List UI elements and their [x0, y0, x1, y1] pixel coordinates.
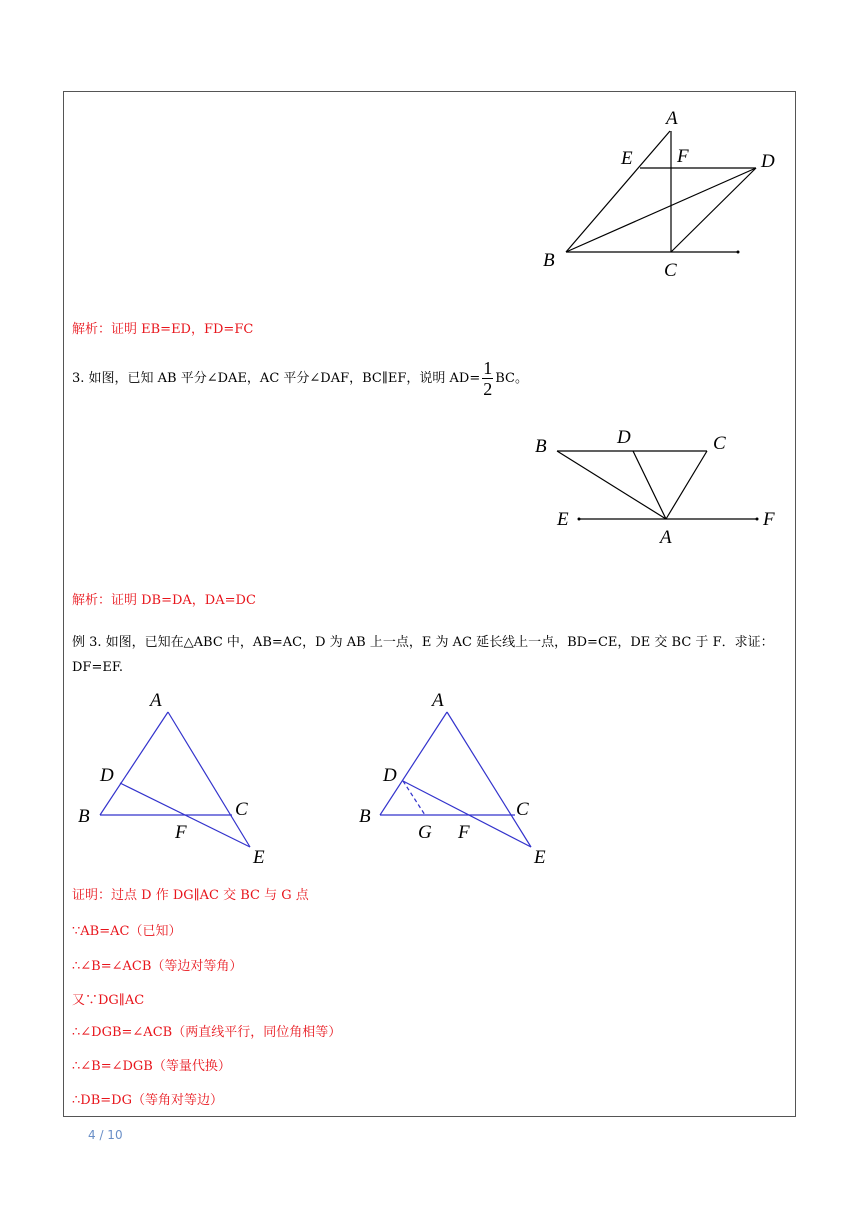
fig1-label-A: A [666, 108, 678, 129]
fig2-label-A: A [660, 527, 672, 548]
proof-line-6: ∴∠B=∠DGB（等量代换） [72, 1059, 231, 1074]
fig1-label-E: E [621, 148, 633, 169]
proof-line-2: ∵AB=AC（已知） [72, 924, 182, 939]
fig4-label-F: F [458, 822, 470, 843]
analysis-1: 解析：证明 EB=ED，FD=FC [72, 322, 254, 337]
fig1-label-F: F [677, 146, 689, 167]
fig4-label-G: G [418, 822, 432, 843]
fig1-label-B: B [543, 250, 555, 271]
problem-3-text: 3. 如图，已知 AB 平分∠DAE，AC 平分∠DAF，BC∥EF，说明 AD= [72, 371, 481, 386]
proof-line-5: ∴∠DGB=∠ACB（两直线平行，同位角相等） [72, 1025, 342, 1040]
fig1-label-D: D [761, 151, 775, 172]
analysis-2: 解析：证明 DB=DA，DA=DC [72, 593, 256, 608]
fig3-label-B: B [78, 806, 90, 827]
example-3: 例 3. 如图，已知在△ABC 中，AB=AC，D 为 AB 上一点，E 为 AC 延长线上一点，BD=CE，DE 交 BC 于 F．求证：DF=EF. [72, 635, 774, 675]
page-number: 4 / 10 [88, 1128, 123, 1142]
fig4-label-E: E [534, 847, 546, 868]
figure-bisectors [525, 420, 790, 550]
fig4-label-C: C [516, 799, 529, 820]
fig3-label-F: F [175, 822, 187, 843]
fig3-label-E: E [253, 847, 265, 868]
figure-triangle-1 [72, 685, 282, 870]
fraction-numerator: 1 [483, 358, 493, 378]
problem-3-tail: BC。 [495, 371, 528, 386]
proof-line-7: ∴DB=DG（等角对等边） [72, 1093, 223, 1108]
fig4-label-D: D [383, 765, 397, 786]
fig3-label-A: A [150, 690, 162, 711]
proof-line-3: ∴∠B=∠ACB（等边对等角） [72, 959, 243, 974]
figure-triangle-2 [355, 685, 565, 870]
fraction-one-half [482, 358, 493, 399]
fig4-label-A: A [432, 690, 444, 711]
proof-line-4: 又∵DG∥AC [72, 993, 145, 1008]
problem-3 [72, 358, 528, 399]
fig2-label-B: B [535, 436, 547, 457]
fig2-label-C: C [713, 433, 726, 454]
fig3-label-D: D [100, 765, 114, 786]
proof-line-1: 证明：过点 D 作 DG∥AC 交 BC 与 G 点 [72, 888, 309, 903]
fig2-label-D: D [617, 427, 631, 448]
fig1-label-C: C [664, 260, 677, 281]
fig3-label-C: C [235, 799, 248, 820]
fig2-label-F: F [763, 509, 775, 530]
fig4-label-B: B [359, 806, 371, 827]
figure-parallelogram [530, 100, 790, 285]
fig2-label-E: E [557, 509, 569, 530]
fraction-denominator: 2 [483, 379, 493, 399]
